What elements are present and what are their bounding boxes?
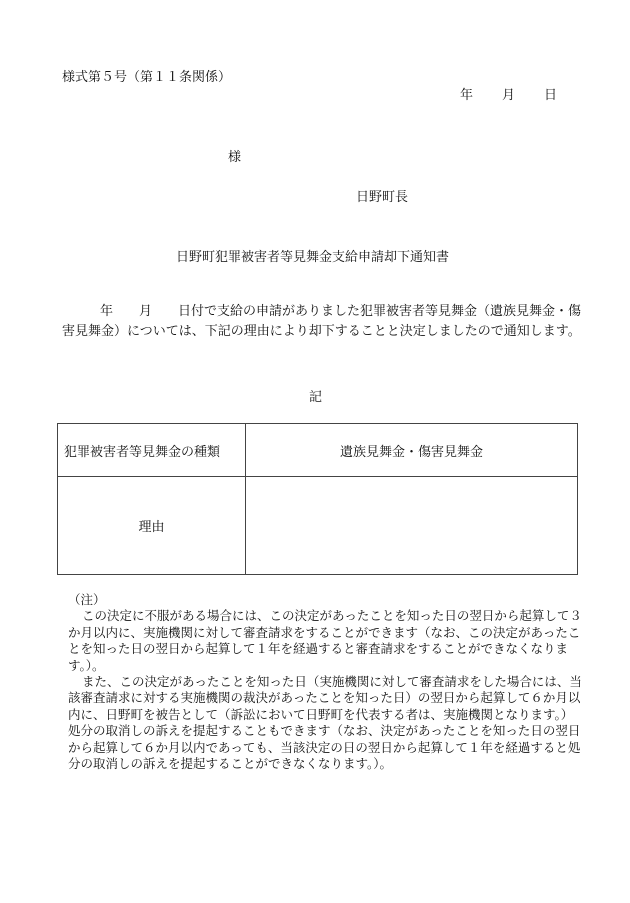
notes <box>68 592 582 772</box>
date-line <box>460 84 557 103</box>
notes-paragraph: また、この決定があったことを知った日（実施機関に対して審査請求をした場合には、当該審査請求に対する実施機関の裁決があったことを知った日）の翌日から起算して６か月以内に、日野町を被告として（訴訟において日野町を代表する者は、実施機関となります。）処分の取消しの訴えを提起することもできます（なお、決定があったことを知った日の翌日から起算して６か月以内であっても、当該決定の日の翌日から起算して１年を経過すると処分の取消しの訴えを提起することができなくなります。）。 <box>68 674 582 772</box>
day-label: 日 <box>544 88 558 103</box>
ki-heading: 記 <box>309 390 323 405</box>
table-row <box>58 424 578 477</box>
notes-heading: （注） <box>68 592 106 607</box>
reason-value-cell <box>246 477 578 575</box>
detail-table <box>57 423 578 575</box>
table-row <box>58 477 578 575</box>
addressee: 様 <box>228 150 242 165</box>
month-label: 月 <box>502 88 516 103</box>
type-value-cell: 遺族見舞金・傷害見舞金 <box>246 424 578 477</box>
issuer: 日野町長 <box>356 190 409 205</box>
year-label: 年 <box>460 88 474 103</box>
reason-label-cell: 理由 <box>58 477 246 575</box>
body-text: 年 月 日付で支給の申請がありました犯罪被害者等見舞金（遺族見舞金・傷害見舞金）については、下記の理由により却下することと決定しましたので通知します。 <box>62 304 582 339</box>
notes-paragraph: この決定に不服がある場合には、この決定があったことを知った日の翌日から起算して３か月以内に、実施機関に対して審査請求をすることができます（なお、この決定があったことを知った日の翌日から起算して１年を経過すると審査請求をすることができなくなります。）。 <box>68 608 582 673</box>
document-title: 日野町犯罪被害者等見舞金支給申請却下通知書 <box>176 250 450 265</box>
form-number: 様式第５号（第１１条関係） <box>62 70 232 85</box>
type-label-cell: 犯罪被害者等見舞金の種類 <box>58 424 246 477</box>
